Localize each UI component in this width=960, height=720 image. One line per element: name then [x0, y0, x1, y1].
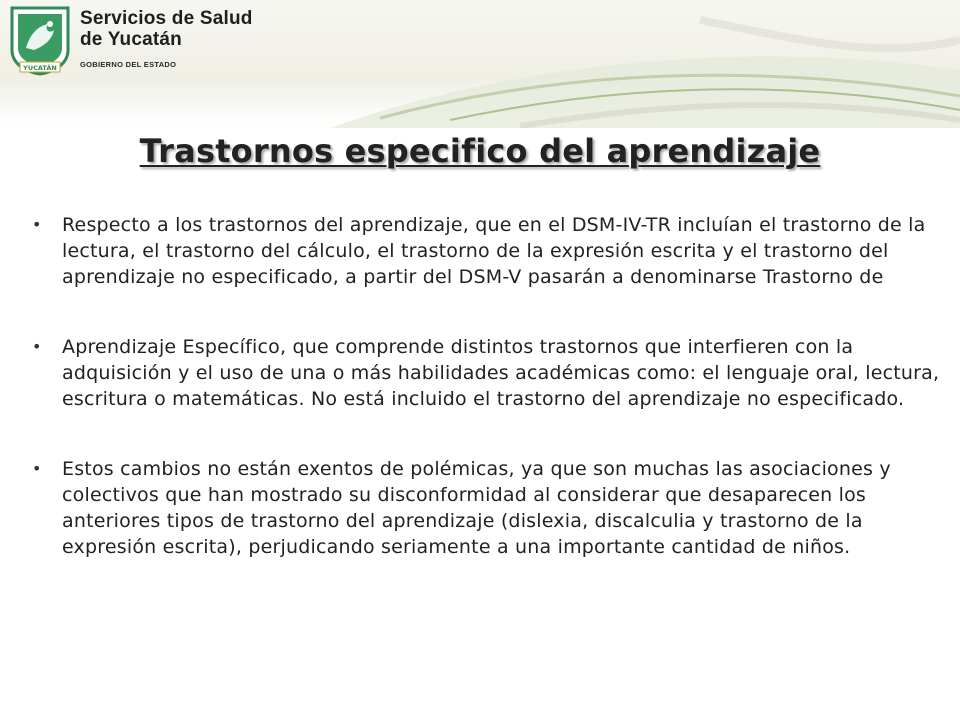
slide-title-text: Trastornos especifico del aprendizaje: [139, 132, 821, 170]
bullet-dot-icon: •: [32, 215, 42, 234]
brand-name-line1: Servicios de Salud: [80, 8, 253, 29]
bullet-item: [28, 212, 948, 290]
bullet-text: Aprendizaje Específico, que comprende distintos trastornos que interfieren con la adquisición y el uso de una o más habilidades académicas como: el lenguaje oral, lectura, escritura o matemáticas. No está incluido el trastorno del aprendizaje no especificado.: [62, 336, 940, 410]
brand-subtitle: GOBIERNO DEL ESTADO: [80, 60, 177, 69]
bullet-dot-icon: •: [32, 459, 42, 478]
brand-block: [80, 8, 253, 69]
bullet-list: [28, 212, 948, 560]
bullet-text: Respecto a los trastornos del aprendizaje, que en el DSM-IV-TR incluían el trastorno de la lectura, el trastorno del cálculo, el trastorno de la expresión escrita y el trastorno del aprendizaje no especificado, a partir del DSM-V pasarán a denominarse Trastorno de: [62, 214, 926, 288]
seal-label: YUCATÁN: [23, 64, 57, 72]
bullet-item: [28, 334, 948, 412]
slide-title: [0, 132, 960, 170]
bullet-text: Estos cambios no están exentos de polémicas, ya que son muchas las asociaciones y colectivos que han mostrado su disconformidad al considerar que desaparecen los anteriores tipos de trastorno del aprendizaje (dislexia, discalculia y trastorno de la expresión escrita), perjudicando seriamente a una importante cantidad de niños.: [62, 458, 891, 558]
brand-name-line2: de Yucatán: [80, 29, 182, 50]
slide-header: [0, 0, 960, 128]
bullet-dot-icon: •: [32, 337, 42, 356]
yucatan-seal-icon: [8, 4, 72, 76]
bullet-item: [28, 456, 948, 560]
